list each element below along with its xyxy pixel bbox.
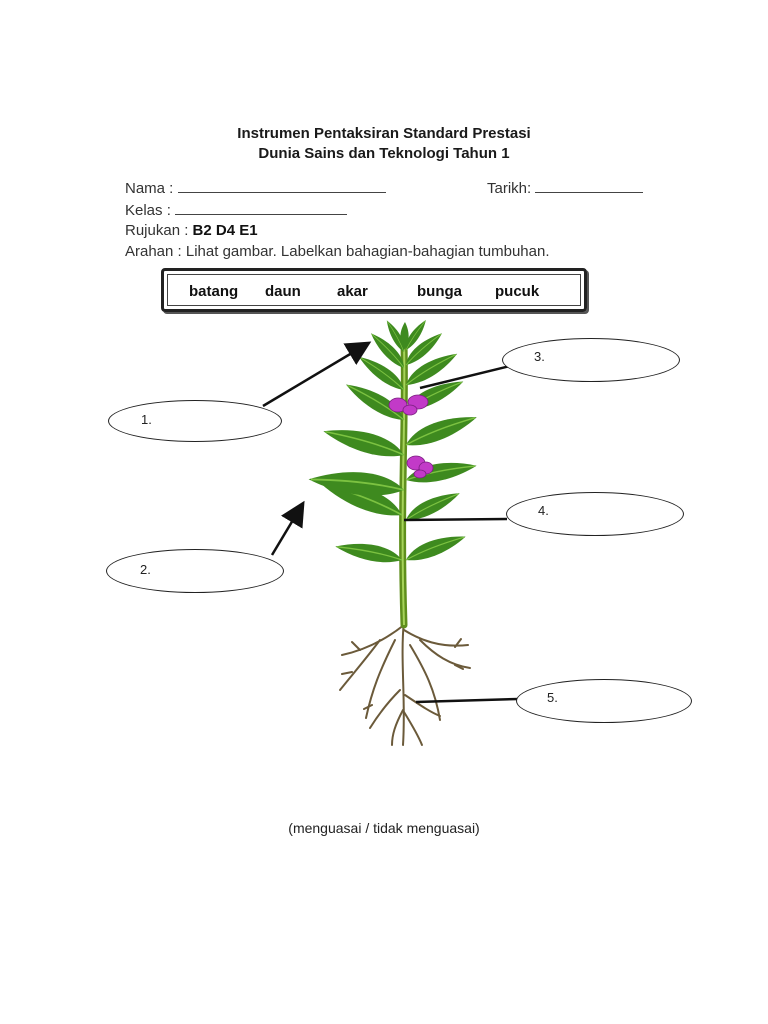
title-line-2: Dunia Sains dan Teknologi Tahun 1 xyxy=(258,145,510,162)
label-box-2[interactable] xyxy=(106,549,284,593)
label-number-2: 2. xyxy=(140,562,151,577)
pointer-line-2 xyxy=(272,505,302,555)
mastery-footer: (menguasai / tidak menguasai) xyxy=(288,820,480,836)
roots xyxy=(340,620,470,745)
label-number-5: 5. xyxy=(547,690,558,705)
word-pucuk: pucuk xyxy=(495,283,540,300)
word-daun: daun xyxy=(265,283,301,300)
label-number-3: 3. xyxy=(534,349,545,364)
label-box-4[interactable] xyxy=(506,492,684,536)
pointer-line-5 xyxy=(416,699,518,702)
word-akar: akar xyxy=(337,283,368,300)
rujukan-value: B2 D4 E1 xyxy=(192,222,258,239)
kelas-label: Kelas : xyxy=(125,202,171,219)
label-number-1: 1. xyxy=(141,412,152,427)
pointer-line-1 xyxy=(263,344,367,406)
leaves xyxy=(308,318,480,567)
label-box-5[interactable] xyxy=(516,679,692,723)
label-box-1[interactable] xyxy=(108,400,282,442)
word-bunga: bunga xyxy=(417,283,462,300)
pointer-line-4 xyxy=(404,519,507,520)
rujukan-label: Rujukan : xyxy=(125,222,189,239)
tarikh-label: Tarikh: xyxy=(487,180,532,197)
word-batang: batang xyxy=(189,283,239,300)
nama-label: Nama : xyxy=(125,180,174,197)
label-number-4: 4. xyxy=(538,503,549,518)
arahan-text: Arahan : Lihat gambar. Labelkan bahagian-bahagian tumbuhan. xyxy=(125,243,550,260)
label-box-3[interactable] xyxy=(502,338,680,382)
title-line-1: Instrumen Pentaksiran Standard Prestasi xyxy=(237,125,531,142)
